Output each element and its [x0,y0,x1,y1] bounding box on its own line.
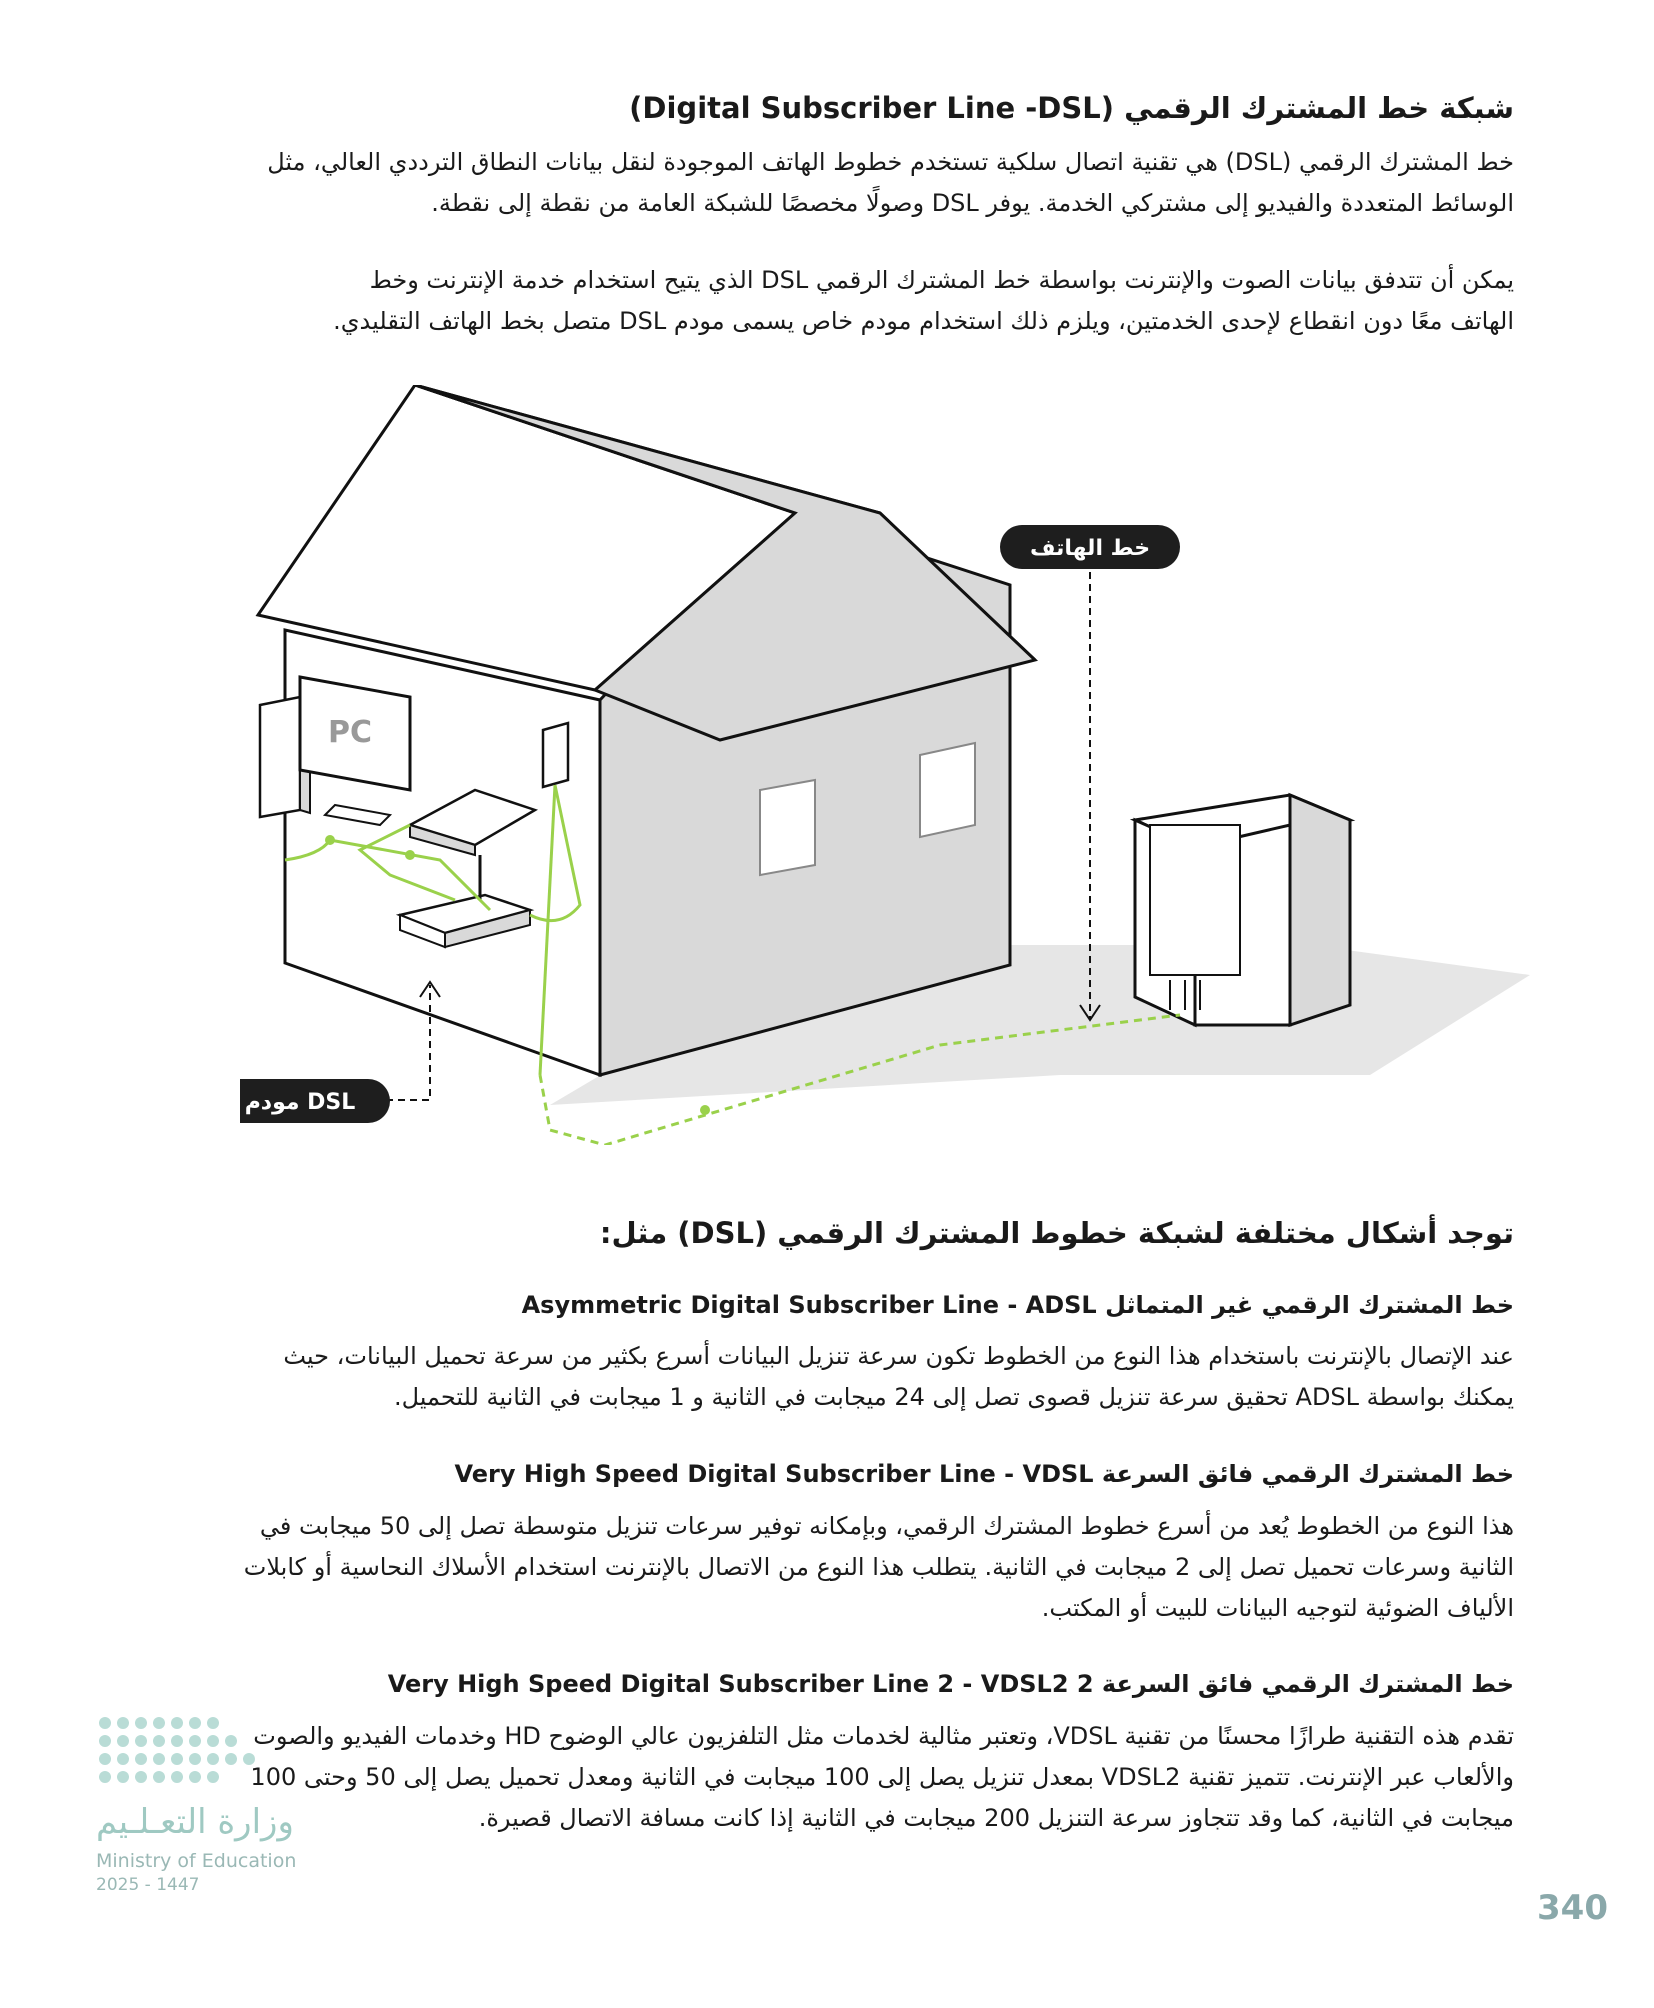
para-line: ميجابت في الثانية، كما وقد تتجاوز سرعة التنزيل 200 ميجابت في الثانية إذا كانت مسافة الاتصال قصيرة. [478,1804,1514,1832]
para-line: يمكن أن تتدفق بيانات الصوت والإنترنت بواسطة خط المشترك الرقمي DSL الذي يتيح استخدام خدمة الإنترنت وخط [369,266,1514,294]
pc-tower [260,697,300,817]
adsl-paragraph [140,1336,1514,1418]
wall-splitter [543,723,568,787]
page-number: 340 [1537,1888,1608,1928]
ministry-logo-arabic: وزارة التعـلـيم [96,1802,294,1842]
para-line: يمكنك بواسطة ADSL تحقيق سرعة تنزيل قصوى تصل إلى 24 ميجابت في الثانية و 1 ميجابت في الثانية للتحميل. [393,1383,1514,1411]
para-line: عند الإتصال بالإنترنت باستخدام هذا النوع من الخطوط تكون سرعة تنزيل البيانات أسرع بكثير من سرعة تحميل البيانات، حيث [283,1342,1514,1370]
intro-line: خط المشترك الرقمي (DSL) هي تقنية اتصال سلكية تستخدم خطوط الهاتف الموجودة لنقل بيانات النطاق الترددي العالي، مثل [267,148,1514,176]
section-title: شبكة خط المشترك الرقمي (Digital Subscriber Line -DSL) [629,91,1514,125]
para-line: الألياف الضوئية لتوجيه البيانات للبيت أو المكتب. [1041,1594,1514,1622]
para-line: والألعاب عبر الإنترنت. تتميز تقنية VDSL2 بمعدل تنزيل يصل إلى 100 ميجابت في الثانية ومعدل تحميل يصل إلى 50 وحتى 100 [250,1763,1514,1791]
window [920,743,975,837]
vdsl-paragraph [140,1506,1514,1629]
vdsl2-paragraph [140,1716,1514,1839]
voice-data-paragraph [140,260,1514,342]
intro-line: الوسائط المتعددة والفيديو إلى مشتركي الخدمة. يوفر DSL وصولًا مخصصًا للشبكة العامة من نقطة إلى نقطة. [431,189,1514,217]
dsl-types-heading: توجد أشكال مختلفة لشبكة خطوط المشترك الرقمي (DSL) مثل: [599,1216,1514,1250]
modem-label: مودم DSL [244,1090,356,1115]
para-line: تقدم هذه التقنية طرازًا محسنًا من تقنية VDSL، وتعتبر مثالية لخدمات مثل التلفزيون عالي الوضوح HD وخدمات الفيديو والصوت [253,1722,1514,1750]
pc-label: PC [328,715,373,750]
ministry-logo-english: Ministry of Education [96,1850,297,1872]
adsl-heading: خط المشترك الرقمي غير المتماثل Asymmetric Digital Subscriber Line - ADSL [521,1291,1514,1319]
window [760,780,815,875]
dsl-house-diagram [240,385,1540,1145]
vdsl2-heading: خط المشترك الرقمي فائق السرعة Very High Speed Digital Subscriber Line 2 - VDSL2 2 [387,1670,1514,1698]
phone-line-label: خط الهاتف [1029,536,1151,561]
para-line: الهاتف معًا دون انقطاع لإحدى الخدمتين، ويلزم ذلك استخدام مودم خاص يسمى مودم DSL متصل بخط الهاتف التقليدي. [333,307,1514,335]
ministry-logo-year: 2025 - 1447 [96,1875,200,1895]
junction-box-side [1290,795,1350,1025]
para-line: الثانية وسرعات تحميل تصل إلى 2 ميجابت في الثانية. يتطلب هذا النوع من الاتصال بالإنترنت استخدام الأسلاك النحاسية أو كابلات [243,1553,1514,1581]
junction-box-panel [1150,825,1240,975]
intro-paragraph [140,142,1514,224]
vdsl-heading: خط المشترك الرقمي فائق السرعة Very High Speed Digital Subscriber Line - VDSL [454,1460,1514,1488]
para-line: هذا النوع من الخطوط يُعد من أسرع خطوط المشترك الرقمي، وبإمكانه توفير سرعات تنزيل متوسطة تصل إلى 50 ميجابت في [259,1512,1514,1540]
